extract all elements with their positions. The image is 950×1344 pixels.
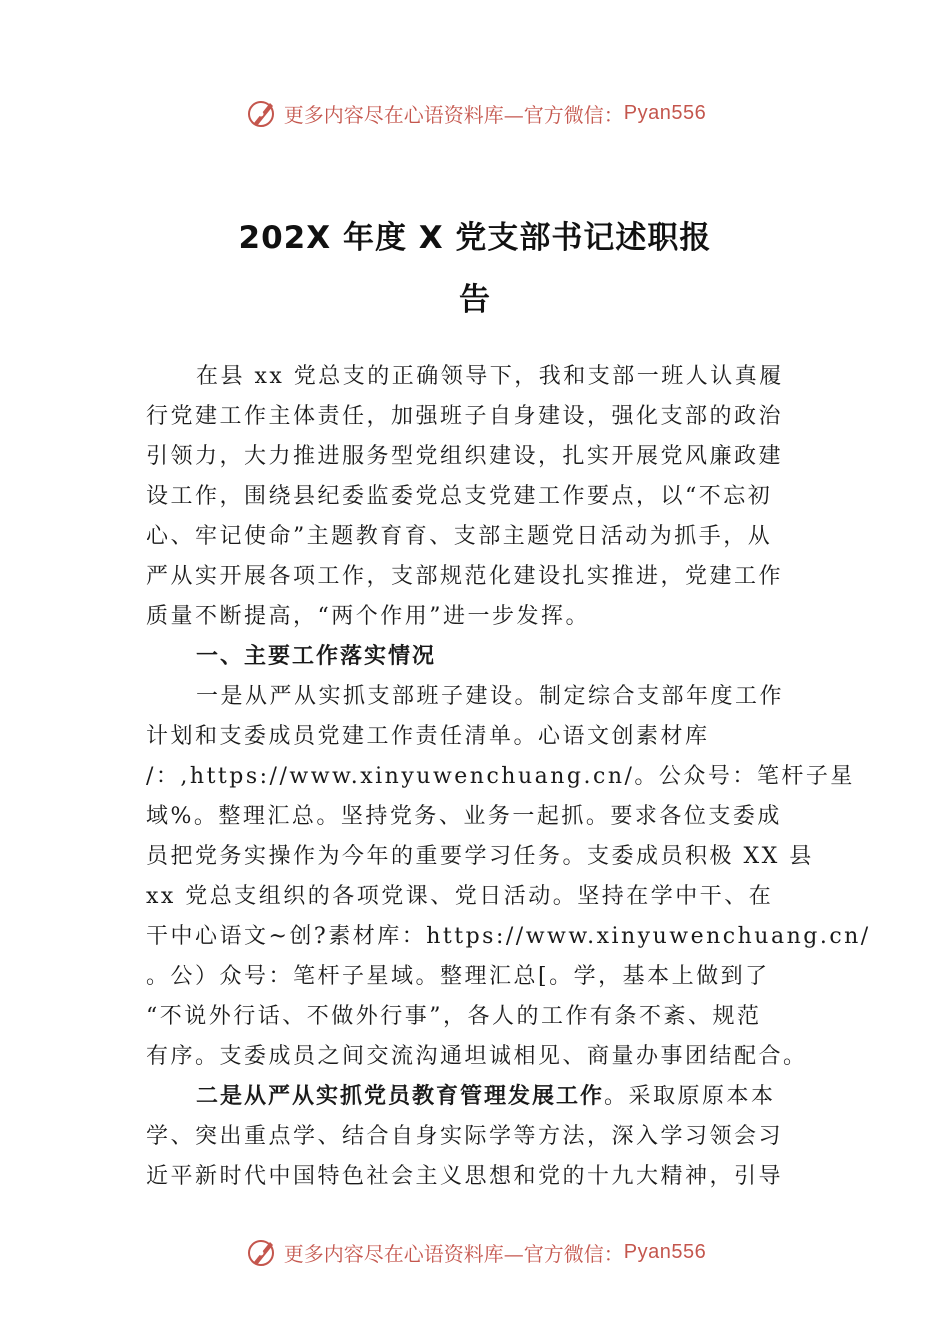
paragraph-line: 心、牢记使命”主题教育育、支部主题党日活动为抓手，从 xyxy=(146,524,773,549)
wechat-handle: Pyan556 xyxy=(623,101,707,124)
document-title-line-1: 202X 年度 X 党支部书记述职报 xyxy=(238,220,712,256)
paragraph-line: 引领力，大力推进服务型党组织建设，扎实开展党风廉政建 xyxy=(146,444,784,469)
paragraph-line: 严从实开展各项工作，支部规范化建设扎实推进，党建工作 xyxy=(146,564,784,589)
paragraph-line: 干中心语文~创?素材库：https://www.xinyuwenchuang.cn/ xyxy=(146,924,871,949)
paragraph-line: 域%。整理汇总。坚持党务、业务一起抓。要求各位支委成 xyxy=(146,804,782,829)
paragraph-line: 计划和支委成员党建工作责任清单。心语文创素材库 xyxy=(146,724,710,749)
paragraph-line: 员把党务实操作为今年的重要学习任务。支委成员积极 XX 县 xyxy=(146,844,814,869)
paragraph-line: /：,https://www.xinyuwenchuang.cn/。公众号：笔杆子星 xyxy=(146,764,855,789)
paragraph-line xyxy=(146,1077,806,1117)
watermark-text: 更多内容尽在心语资料库—官方微信： xyxy=(283,1241,624,1266)
paragraph-line: 有序。支委成员之间交流沟通坦诚相见、商量办事团结配合。 xyxy=(146,1044,808,1069)
paragraph-line: 学、突出重点学、结合自身实际学等方法，深入学习领会习 xyxy=(146,1124,784,1149)
header-watermark-banner xyxy=(0,93,950,133)
paragraph-line: xx 党总支组织的各项党课、党日活动。坚持在学中干、在 xyxy=(146,884,774,909)
paragraph-line: 一是从严从实抓支部班子建设。制定综合支部年度工作 xyxy=(196,684,785,709)
paragraph-line: 在县 xx 党总支的正确领导下，我和支部一班人认真履 xyxy=(196,364,784,389)
wechat-handle: Pyan556 xyxy=(623,1240,707,1263)
pen-nib-logo-icon xyxy=(244,95,280,131)
paragraph-line: 设工作，围绕县纪委监委党总支党建工作要点，以“不忘初 xyxy=(146,484,773,509)
paragraph-line: 质量不断提高，“两个作用”进一步发挥。 xyxy=(146,604,590,629)
paragraph-line: “不说外行话、不做外行事”，各人的工作有条不紊、规范 xyxy=(146,1004,762,1029)
watermark-text: 更多内容尽在心语资料库—官方微信： xyxy=(283,102,624,127)
pen-nib-logo-icon xyxy=(244,1234,280,1270)
paragraph-line: 近平新时代中国特色社会主义思想和党的十九大精神，引导 xyxy=(146,1164,784,1189)
paragraph-line: 。公）众号：笔杆子星域。整理汇总[。学，基本上做到了 xyxy=(146,964,770,989)
paragraph-line: 行党建工作主体责任，加强班子自身建设，强化支部的政治 xyxy=(146,404,784,429)
document-body xyxy=(146,357,871,1197)
paragraph-lead-rest: 。采取原原本本 xyxy=(604,1084,776,1109)
footer-watermark-banner xyxy=(0,1232,950,1272)
document-title-line-2: 告 xyxy=(459,282,491,318)
section-heading: 一、主要工作落实情况 xyxy=(196,644,437,669)
paragraph-lead-bold: 二是从严从实抓党员教育管理发展工作 xyxy=(196,1084,605,1109)
